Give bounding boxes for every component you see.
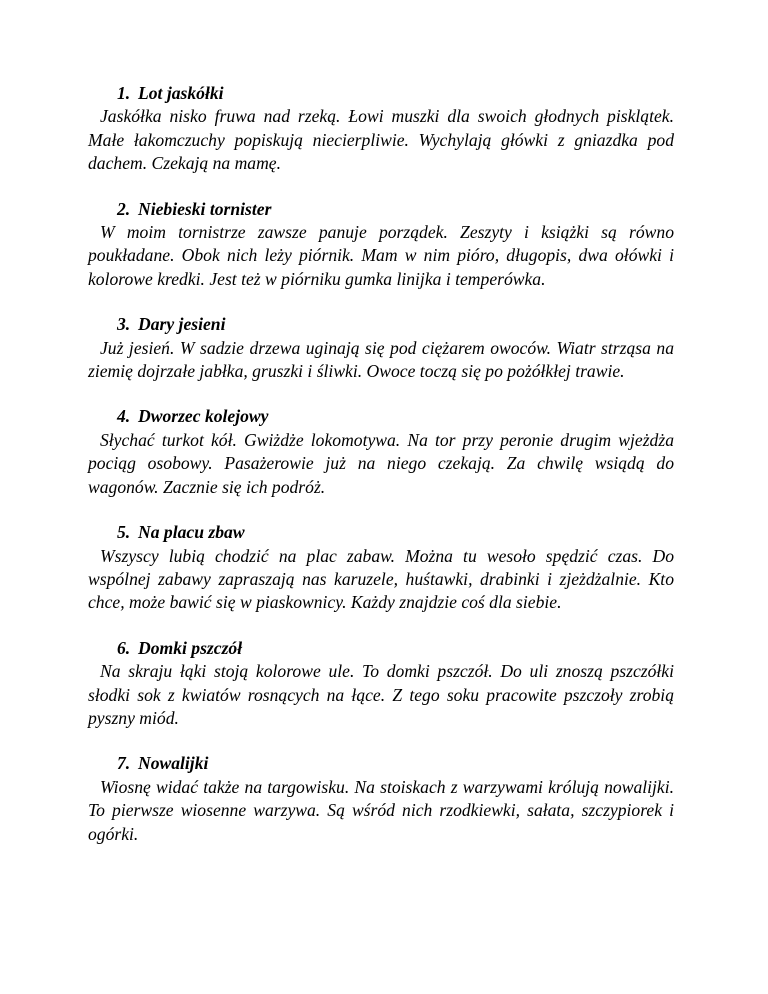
- section-title: Dary jesieni: [138, 314, 226, 335]
- section-text: Już jesień. W sadzie drzewa uginają się pod ciężarem owoców. Wiatr strząsa na ziemię dojrzałe jabłka, gruszki i śliwki. Owoce toczą się po pożółkłej trawie.: [88, 337, 674, 382]
- section-7: [88, 752, 674, 846]
- section-text: Jaskółka nisko fruwa nad rzeką. Łowi muszki dla swoich głodnych pisklątek. Małe łakomczuchy popiskują niecierpliwie. Wychylają główki z gniazdka pod dachem. Czekają na mamę.: [88, 106, 674, 174]
- section-number: 1.: [117, 83, 131, 103]
- section-heading: [88, 198, 674, 221]
- document-page: [88, 82, 674, 868]
- section-heading: [88, 521, 674, 544]
- section-text: Wiosnę widać także na targowisku. Na stoiskach z warzywami królują nowalijki. To pierwsze wiosenne warzywa. Są wśród nich rzodkiewki, sałata, szczypiorek i ogórki.: [88, 776, 674, 844]
- section-heading: [88, 405, 674, 428]
- section-number: 4.: [117, 406, 131, 427]
- section-2: [88, 198, 674, 292]
- section-heading: [88, 637, 674, 660]
- section-title: Domki pszczół: [138, 637, 243, 658]
- section-text: W moim tornistrze zawsze panuje porządek. Zeszyty i książki są równo poukładane. Obok nich leży piórnik. Mam w nim pióro, długopis, dwa ołówki i kolorowe kredki. Jest też w piórniku gumka linijka i temperówka.: [88, 222, 674, 289]
- section-title: Nowalijki: [138, 753, 209, 774]
- section-heading: [88, 82, 674, 105]
- section-heading: [88, 313, 674, 336]
- section-6: [88, 637, 674, 731]
- section-3: [88, 313, 674, 383]
- section-title: Lot jaskółki: [138, 83, 224, 103]
- section-1: [88, 82, 674, 176]
- section-number: 7.: [117, 753, 131, 774]
- section-number: 5.: [117, 522, 131, 543]
- section-number: 6.: [117, 637, 131, 658]
- section-text: Wszyscy lubią chodzić na plac zabaw. Można tu wesoło spędzić czas. Do wspólnej zabawy zapraszają nas karuzele, huśtawki, drabinki i zjeżdżalnie. Kto chce, może bawić się w piaskownicy. Każdy znajdzie coś dla siebie.: [88, 545, 674, 613]
- section-text: Słychać turkot kół. Gwiżdże lokomotywa. Na tor przy peronie drugim wjeżdża pociąg osobowy. Pasażerowie już na niego czekają. Za chwilę wsiądą do wagonów. Zacznie się ich podróż.: [88, 429, 674, 497]
- section-4: [88, 405, 674, 499]
- section-title: Na placu zbaw: [138, 522, 245, 543]
- section-title: Niebieski tornister: [138, 198, 272, 219]
- section-5: [88, 521, 674, 615]
- section-number: 3.: [117, 314, 131, 335]
- section-text: Na skraju łąki stoją kolorowe ule. To domki pszczół. Do uli znoszą pszczółki słodki sok z kwiatów rosnących na łące. Z tego soku pracowite pszczoły zrobią pyszny miód.: [88, 661, 674, 728]
- section-title: Dworzec kolejowy: [138, 406, 269, 427]
- section-heading: [88, 752, 674, 775]
- section-number: 2.: [117, 198, 131, 219]
